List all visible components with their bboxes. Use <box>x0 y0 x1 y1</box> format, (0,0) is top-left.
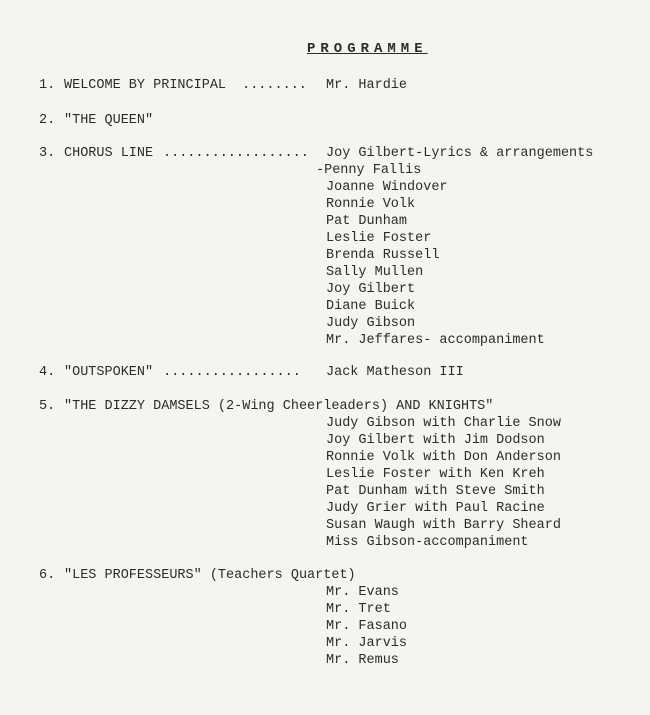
performer: Pat Dunham with Steve Smith <box>326 484 545 499</box>
performer: Mr. Jarvis <box>326 636 408 651</box>
performer: Joy Gilbert with Jim Dodson <box>326 433 545 448</box>
performer: Mr. Hardie <box>326 78 408 93</box>
item-number: 4. <box>39 365 56 380</box>
dash-mark: - <box>316 163 325 178</box>
performer: Leslie Foster with Ken Kreh <box>326 467 545 482</box>
performer: Mr. Tret <box>326 602 391 617</box>
performer: Joy Gilbert-Lyrics & arrangements <box>326 146 594 161</box>
item-label: "LES PROFESSEURS" (Teachers Quartet) <box>64 568 356 583</box>
performer: Jack Matheson III <box>326 365 464 380</box>
performer: Brenda Russell <box>326 248 440 263</box>
item-label: CHORUS LINE <box>64 146 154 161</box>
item-number: 2. <box>39 113 56 128</box>
performer: Joy Gilbert <box>326 282 416 297</box>
performer: Ronnie Volk with Don Anderson <box>326 450 561 465</box>
item-label: WELCOME BY PRINCIPAL <box>64 78 227 93</box>
item-label: "THE QUEEN" <box>64 113 154 128</box>
item-number: 5. <box>39 399 56 414</box>
item-label: "OUTSPOKEN" <box>64 365 154 380</box>
performer: Judy Gibson <box>326 316 416 331</box>
performer-name: Penny Fallis <box>324 163 422 178</box>
dot-leader: .................. <box>163 146 309 161</box>
item-number: 6. <box>39 568 56 583</box>
performer: Judy Gibson with Charlie Snow <box>326 416 561 431</box>
performer: Susan Waugh with Barry Sheard <box>326 518 561 533</box>
item-number: 3. <box>39 146 56 161</box>
performer: Mr. Fasano <box>326 619 408 634</box>
item-number: 1. <box>39 78 56 93</box>
performer: Mr. Evans <box>326 585 399 600</box>
performer: Judy Grier with Paul Racine <box>326 501 545 516</box>
performer: Joanne Windover <box>326 180 448 195</box>
performer-list <box>326 415 561 551</box>
performer: Mr. Jeffares- accompaniment <box>326 333 545 348</box>
performer: Sally Mullen <box>326 265 424 280</box>
performer: Miss Gibson-accompaniment <box>326 535 529 550</box>
performer-list <box>326 584 407 669</box>
performer-list <box>316 145 594 349</box>
performer <box>316 162 593 179</box>
performer: Mr. Remus <box>326 653 399 668</box>
dot-leader: ........ <box>234 78 307 93</box>
performer: Ronnie Volk <box>326 197 416 212</box>
performer: Pat Dunham <box>326 214 408 229</box>
performer: Diane Buick <box>326 299 416 314</box>
performer: Leslie Foster <box>326 231 432 246</box>
item-label: "THE DIZZY DAMSELS (2-Wing Cheerleaders) AND KNIGHTS" <box>64 399 494 414</box>
page-title: PROGRAMME <box>307 41 428 57</box>
dot-leader: ................. <box>155 365 301 380</box>
